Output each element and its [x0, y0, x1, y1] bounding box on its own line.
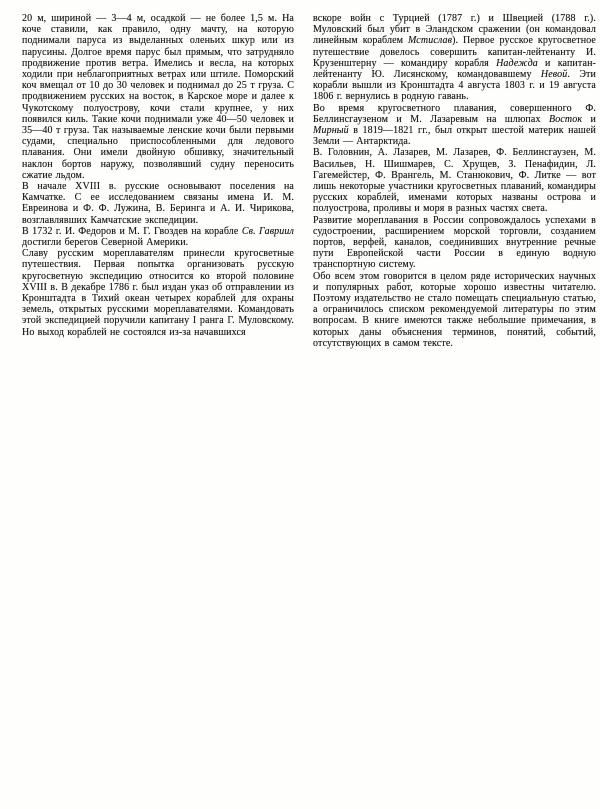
text-run: В. Головнин, А. Лазарев, М. Лазарев, Ф. Беллинсгаузен, М. Васильев, Н. Шишмарев, С. Хрущев, З. Пенафидин, Л. Гагемейстер, Ф. Врангель, М. Станюкович, Ф. Литке — вот лишь некоторые участники кругосветных плаваний, командиры русских кораблей, именами которых названы острова и полуострова, проливы и моря в разных частях света. — [313, 147, 596, 215]
text-run: Развитие мореплавания в России сопровождалось успехами в судостроении, расширением морской торговли, созданием портов, верфей, каналов, соединивших внутренние речные пути Европейской части России в единую водную транспортную систему. — [313, 214, 596, 271]
text-run: В начале XVIII в. русские основывают поселения на Камчатке. С ее исследованием связаны имена И. М. Евреинова и Ф. Ф. Лужина, В. Беринга и А. И. Чирикова, возглавлявших Камчатские экспедиции. — [22, 181, 294, 226]
paragraph — [22, 226, 294, 248]
italic-ship-name: Мирный — [313, 125, 349, 137]
paragraph — [22, 248, 294, 338]
paragraph — [313, 215, 596, 271]
text-run: Обо всем этом говорится в целом ряде исторических научных и популярных работ, которые хорошо известны читателю. Поэтому издательство не стало помещать специальную статью, а ограничилось списком рекомендуемой литературы по этим вопросам. В книге имеются также небольшие примечания, в которых даны объяснения терминов, понятий, событий, отсутствующих в самом тексте. — [313, 270, 596, 349]
paragraph — [22, 13, 294, 181]
paragraph — [313, 147, 596, 214]
text-run: Во время кругосветного плавания, совершенного Ф. Беллинсгаузеном и М. Лазаревым на шлюпах — [313, 102, 596, 125]
text-run: достигли берегов Северной Америки. — [22, 237, 189, 249]
italic-ship-name: Мстислав — [407, 35, 453, 47]
paragraph — [22, 181, 294, 226]
text-column-right — [313, 13, 596, 349]
text-run: и — [582, 113, 596, 125]
italic-ship-name: Св. Гавриил — [241, 225, 294, 237]
italic-ship-name: Невой — [540, 69, 568, 81]
text-column-left — [22, 13, 294, 349]
text-run: в 1819—1821 гг., был открыт шестой материк нашей Земли — Антарктида. — [313, 125, 596, 148]
paragraph — [313, 13, 596, 103]
text-run: В 1732 г. И. Федоров и М. Г. Гвоздев на корабле — [22, 225, 242, 237]
italic-ship-name: Восток — [548, 113, 583, 125]
paragraph — [313, 271, 596, 349]
text-run: Славу русским мореплавателям принесли кругосветные путешествия. Первая попытка организовать русскую кругосветную экспедицию относится ко второй половине XVIII в. В декабре 1786 г. был издан указ об отправлении из Кронштадта в Тихий океан четырех кораблей для охраны земель, открытых русскими мореплавателями. Командовать этой экспедицией поручили капитану I ранга Г. Муловскому. Но выход кораблей не состоялся из-за начавшихся — [22, 248, 294, 338]
text-run: . Эти корабли вышли из Кронштадта 4 августа 1803 г. и 19 августа 1806 г. вернулись в родную гавань. — [313, 69, 597, 103]
text-run: 20 м, шириной — 3—4 м, осадкой — не более 1,5 м. На коче ставили, как правило, одну мачту, на которую поднимали паруса из выделанных оленьих шкур или из парусины. Долгое время парус был прямым, что затрудняло продвижение против ветра. Имелись и весла, на которых ходили при неблагоприятных ветрах или штиле. Поморский коч вмещал от 10 до 30 человек и поднимал до 25 т груза. С продвижением русских на восток, в Карское море и далее к Чукотскому полуострову, кочи стали крупнее, у них появился киль. Такие кочи поднимали уже 40—50 человек и 35—40 т груза. Так называемые ленские кочи были первыми судами, специально приспособленными для ледового плавания. Они имели двойную обшивку, значительный наклон бортов наружу, позволявший судну переносить сжатие льдом. — [22, 13, 294, 181]
italic-ship-name: Надежда — [496, 57, 538, 69]
paragraph — [313, 103, 596, 148]
text-columns — [22, 13, 596, 349]
text-run: и капитан-лейтенанту Ю. Лисянскому, командовавшему — [313, 57, 596, 81]
text-run: ). Первое русское кругосветное путешествие довелось совершить капитан-лейтенанту И. Крузенштерну — командиру корабля — [313, 35, 596, 69]
text-run: вскоре войн с Турцией (1787 г.) и Швецией (1788 г.). Муловский был убит в Эландском сражении (он командовал линейным кораблем — [313, 13, 596, 47]
